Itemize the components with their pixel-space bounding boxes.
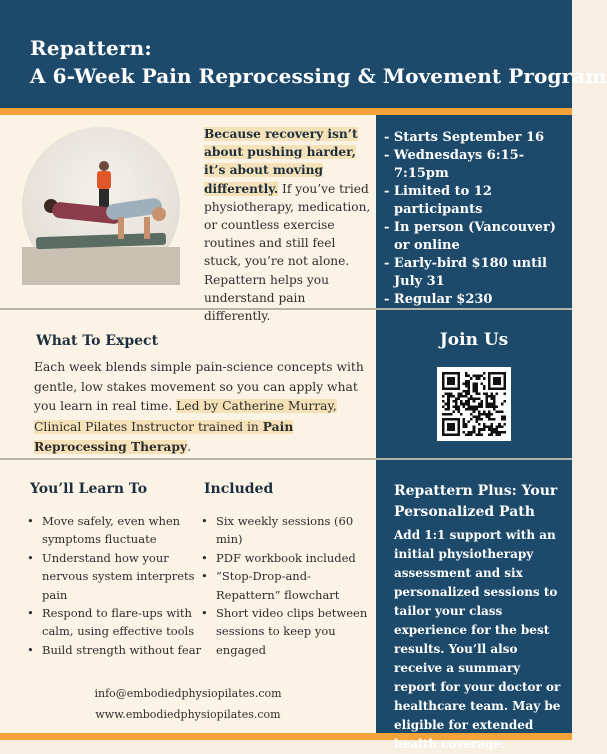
learn-title: You’ll Learn To (30, 481, 148, 497)
photo-floor (22, 247, 180, 285)
header-banner (0, 0, 607, 108)
qr-code-icon[interactable] (437, 367, 511, 441)
join-title: Join Us (439, 330, 509, 350)
list-item: • PDF workbook included (198, 549, 374, 567)
plus-body: Add 1:1 support with an initial physiotherapy assessment and six personalized sessions to tailor your class experience for the best results. You’ll also receive a summary report for your doctor or healthcare team. May be eligible for extended health coverage. (394, 528, 561, 751)
plus-title: Repattern Plus: Your Personalized Path (394, 483, 558, 520)
detail-item: - Limited to 12 participants (384, 184, 492, 217)
list-item: • Six weekly sessions (60 min) (198, 512, 374, 549)
intro-highlight: Because recovery isn’t about pushing harder, it’s about moving differently. (204, 127, 358, 196)
detail-item: - Wednesdays 6:15-7:15pm (384, 148, 525, 181)
intro-text (204, 125, 374, 325)
learn-list (24, 512, 202, 659)
expect-highlight: Led by Catherine Murray, Clinical Pilates Instructor trained in Pain Reprocessing Therapy (34, 399, 337, 454)
list-item: • Move safely, even when symptoms fluctuate (24, 512, 202, 549)
contact-email[interactable]: info@embodiedphysiopilates.com (94, 687, 282, 700)
detail-item: - Regular $230 (384, 292, 493, 307)
list-item: • Respond to flare-ups with calm, using effective tools (24, 604, 202, 641)
list-item: • Short video clips between sessions to keep you engaged (198, 604, 374, 659)
expect-body: Each week blends simple pain-science concepts with gentle, low stakes movement so you can apply what you learn in real time. Led by Catherine Murray, Clinical Pilates Instructor trained in Pain Reprocessing Therapy. (34, 360, 364, 454)
photo-arm (118, 217, 124, 239)
detail-item: - Early-bird $180 until July 31 (384, 256, 547, 289)
title-line-1: Repattern: (30, 36, 152, 60)
photo-participant-head (152, 207, 166, 221)
included-title: Included (204, 481, 274, 497)
list-item: • Understand how your nervous system interprets pain (24, 549, 202, 604)
photo-instructor (96, 161, 112, 209)
photo-arm (144, 217, 150, 239)
list-item: • Build strength without fear (24, 641, 202, 659)
detail-item: - Starts September 16 (384, 130, 545, 145)
details-list (384, 129, 568, 309)
class-photo (22, 127, 180, 285)
expect-text: Each week blends simple pain-science concepts with gentle, low stakes movement so you can apply what you learn in real time. (34, 360, 364, 413)
list-item: • “Stop-Drop-and-Repattern” flowchart (198, 567, 374, 604)
detail-item: - In person (Vancouver) or online (384, 220, 556, 253)
intro-body: If you’ve tried physiotherapy, medication, or countless exercise routines and still feel stuck, you’re not alone. Repattern helps you understand pain differently. (204, 181, 371, 324)
included-list (198, 512, 374, 659)
title-line-2: A 6-Week Pain Reprocessing & Movement Program (30, 64, 607, 88)
expect-highlight-bold: Pain Reprocessing Therapy (34, 418, 294, 454)
expect-title: What To Expect (36, 333, 159, 349)
gold-stripe-top (0, 108, 572, 115)
contact-website[interactable]: www.embodiedphysiopilates.com (95, 708, 281, 721)
